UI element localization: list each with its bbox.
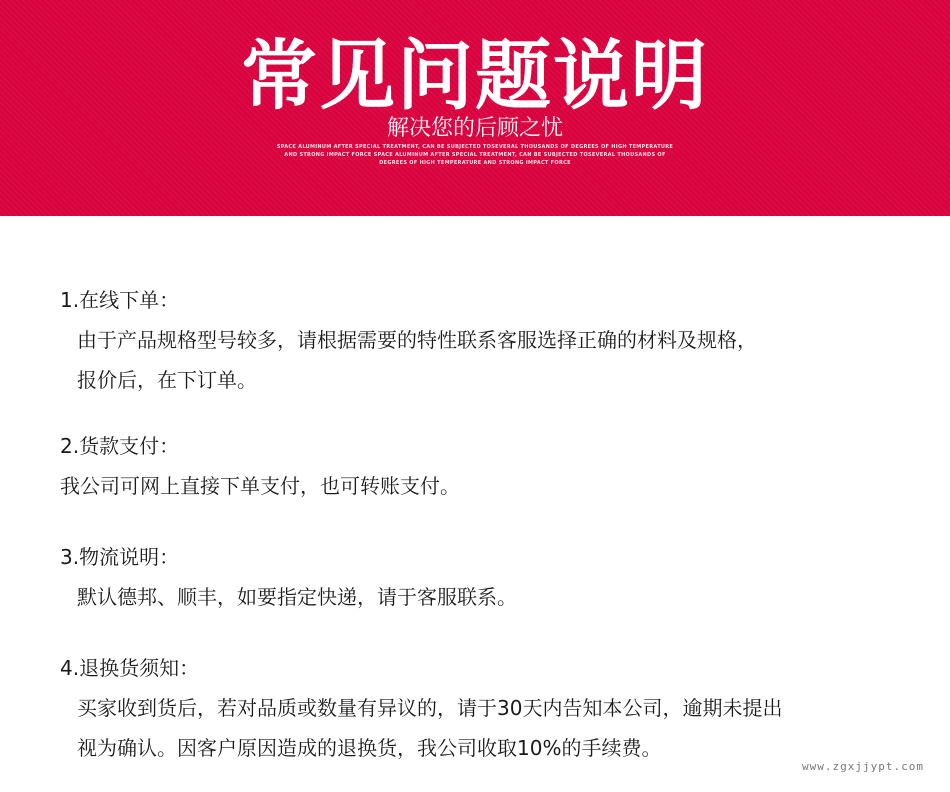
faq-item-logistics (60, 537, 920, 617)
faq-question: 4.退换货须知： (60, 656, 200, 680)
faq-answer-line: 我公司可网上直接下单支付，也可转账支付。 (60, 474, 460, 498)
faq-item-returns (60, 648, 920, 768)
page-title: 常见问题说明 (241, 31, 709, 120)
faq-question: 3.物流说明： (60, 545, 180, 569)
watermark-url: www.zgxjjypt.com (802, 760, 924, 773)
faq-answer-line: 买家收到货后，若对品质或数量有异议的，请于30天内告知本公司，逾期未提出 (77, 696, 783, 720)
faq-answer-line: 视为确认。因客户原因造成的退换货，我公司收取10%的手续费。 (77, 736, 662, 760)
faq-item-online-order (60, 280, 920, 400)
faq-question: 1.在线下单： (60, 288, 180, 312)
faq-answer-line: 默认德邦、顺丰，如要指定快递，请于客服联系。 (77, 585, 517, 609)
faq-answer-line: 报价后，在下订单。 (77, 368, 257, 392)
faq-item-payment (60, 426, 920, 506)
page-subtitle: 解决您的后顾之忧 (386, 116, 563, 141)
banner-decorative-text: SPACE ALUMINUM AFTER SPECIAL TREATMENT, CAN BE SUBJECTED TOSEVERAL THOUSANDS OF DEGREES OF HIGH TEMPERATURE AND STRONG IMPACT FORCE SPACE ALUMINUM AFTER SPECIAL TREATMENT, CAN BE SUBJECTED TOSEVERAL THOUSANDS OF DEGREES OF HIGH TEMPERATURE AND STRONG IMPACT FORCE (276, 144, 674, 166)
faq-question: 2.货款支付： (60, 434, 180, 458)
header-banner (0, 0, 950, 216)
faq-answer-line: 由于产品规格型号较多，请根据需要的特性联系客服选择正确的材料及规格， (77, 328, 757, 352)
